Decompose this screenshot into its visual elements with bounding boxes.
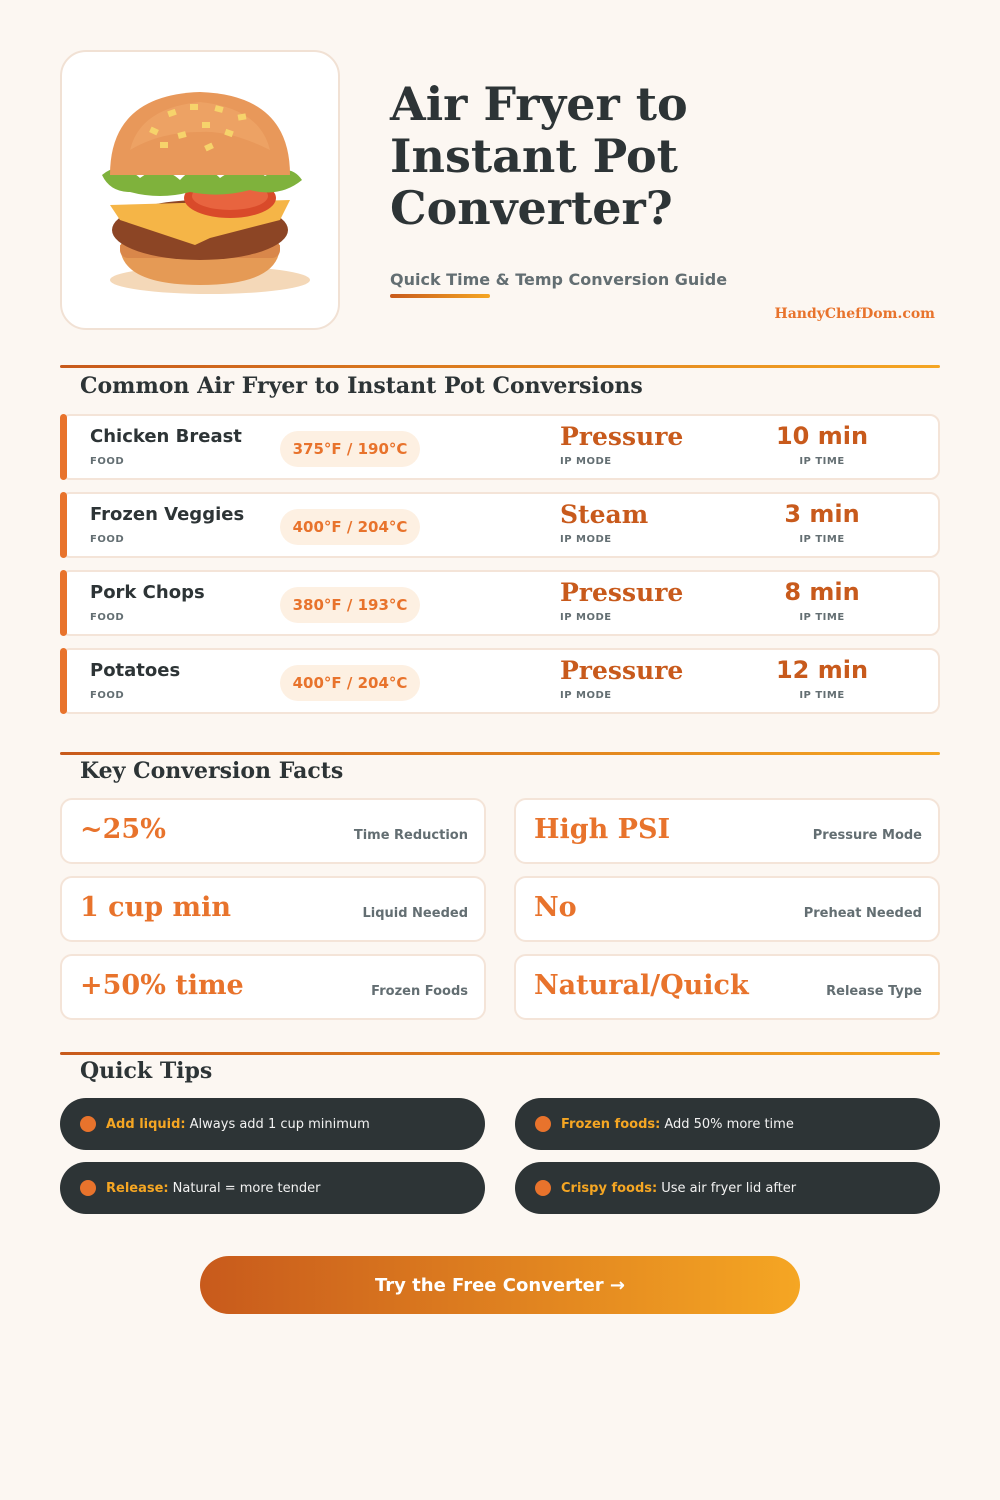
temp-badge: 380°F / 193°C xyxy=(280,587,420,623)
tip-key: Crispy foods: xyxy=(561,1180,658,1196)
tip-item xyxy=(515,1162,940,1214)
ip-mode-value: Steam xyxy=(560,500,649,529)
title-line-3: Converter? xyxy=(390,181,673,235)
ip-time-value: 10 min xyxy=(775,422,869,450)
fact-card xyxy=(60,876,486,942)
ip-mode-value: Pressure xyxy=(560,656,684,685)
food-label: FOOD xyxy=(90,690,125,701)
ip-time-label: IP TIME xyxy=(799,456,845,467)
ip-mode-label: IP MODE xyxy=(560,690,612,701)
food-name: Potatoes xyxy=(90,660,181,681)
fact-label: Time Reduction xyxy=(353,828,468,843)
subtitle-underline xyxy=(390,294,490,298)
brand-link[interactable]: HandyChefDom.com xyxy=(774,306,935,322)
tip-text: Always add 1 cup minimum xyxy=(189,1116,370,1132)
tip-item xyxy=(60,1098,485,1150)
tip-item xyxy=(60,1162,485,1214)
fact-value: No xyxy=(534,892,577,923)
food-label: FOOD xyxy=(90,534,125,545)
food-label: FOOD xyxy=(90,456,125,467)
food-name: Pork Chops xyxy=(90,582,205,603)
ip-mode-label: IP MODE xyxy=(560,456,612,467)
section-divider xyxy=(60,1052,940,1055)
row-accent-bar xyxy=(60,492,67,558)
temp-badge: 400°F / 204°C xyxy=(280,509,420,545)
title-line-2: Instant Pot xyxy=(390,129,678,183)
tip-text: Natural = more tender xyxy=(172,1180,321,1196)
bullet-dot-icon xyxy=(535,1116,551,1132)
fact-card xyxy=(514,798,940,864)
burger-icon xyxy=(80,80,320,300)
tip-item xyxy=(515,1098,940,1150)
fact-card xyxy=(60,798,486,864)
title-line-1: Air Fryer to xyxy=(390,77,688,131)
bullet-dot-icon xyxy=(535,1180,551,1196)
fact-label: Frozen Foods xyxy=(371,984,468,999)
tip-key: Frozen foods: xyxy=(561,1116,661,1132)
food-name: Frozen Veggies xyxy=(90,504,245,525)
food-name: Chicken Breast xyxy=(90,426,242,447)
conversion-row xyxy=(60,492,940,558)
temp-badge: 375°F / 190°C xyxy=(280,431,420,467)
page-title xyxy=(390,78,810,234)
fact-card xyxy=(514,954,940,1020)
section-divider xyxy=(60,752,940,755)
conversion-row xyxy=(60,648,940,714)
ip-time-label: IP TIME xyxy=(799,534,845,545)
fact-card xyxy=(60,954,486,1020)
fact-label: Pressure Mode xyxy=(812,828,922,843)
subtitle: Quick Time & Temp Conversion Guide xyxy=(390,270,728,289)
ip-mode-label: IP MODE xyxy=(560,534,612,545)
fact-label: Release Type xyxy=(826,984,922,999)
fact-card xyxy=(514,876,940,942)
bullet-dot-icon xyxy=(80,1116,96,1132)
conversion-row xyxy=(60,414,940,480)
row-accent-bar xyxy=(60,414,67,480)
ip-time-value: 12 min xyxy=(775,656,869,684)
ip-mode-value: Pressure xyxy=(560,422,684,451)
ip-time-label: IP TIME xyxy=(799,612,845,623)
tip-text: Use air fryer lid after xyxy=(661,1180,797,1196)
conversions-title: Common Air Fryer to Instant Pot Conversions xyxy=(80,373,643,399)
try-converter-button[interactable]: Try the Free Converter → xyxy=(200,1256,800,1314)
tips-title: Quick Tips xyxy=(80,1058,213,1084)
fact-value: +50% time xyxy=(80,970,244,1001)
fact-value: ~25% xyxy=(80,814,166,845)
ip-time-value: 3 min xyxy=(784,500,860,528)
bullet-dot-icon xyxy=(80,1180,96,1196)
temp-badge: 400°F / 204°C xyxy=(280,665,420,701)
fact-value: 1 cup min xyxy=(80,892,231,923)
ip-mode-label: IP MODE xyxy=(560,612,612,623)
burger-image xyxy=(60,50,340,330)
fact-label: Liquid Needed xyxy=(362,906,468,921)
fact-value: Natural/Quick xyxy=(534,970,749,1001)
ip-time-value: 8 min xyxy=(784,578,860,606)
row-accent-bar xyxy=(60,570,67,636)
ip-time-label: IP TIME xyxy=(799,690,845,701)
tip-text: Add 50% more time xyxy=(664,1116,794,1132)
fact-label: Preheat Needed xyxy=(803,906,922,921)
section-divider xyxy=(60,365,940,368)
tip-key: Release: xyxy=(106,1180,169,1196)
fact-value: High PSI xyxy=(534,814,671,845)
tip-key: Add liquid: xyxy=(106,1116,186,1132)
facts-title: Key Conversion Facts xyxy=(80,758,344,784)
row-accent-bar xyxy=(60,648,67,714)
food-label: FOOD xyxy=(90,612,125,623)
ip-mode-value: Pressure xyxy=(560,578,684,607)
conversion-row xyxy=(60,570,940,636)
